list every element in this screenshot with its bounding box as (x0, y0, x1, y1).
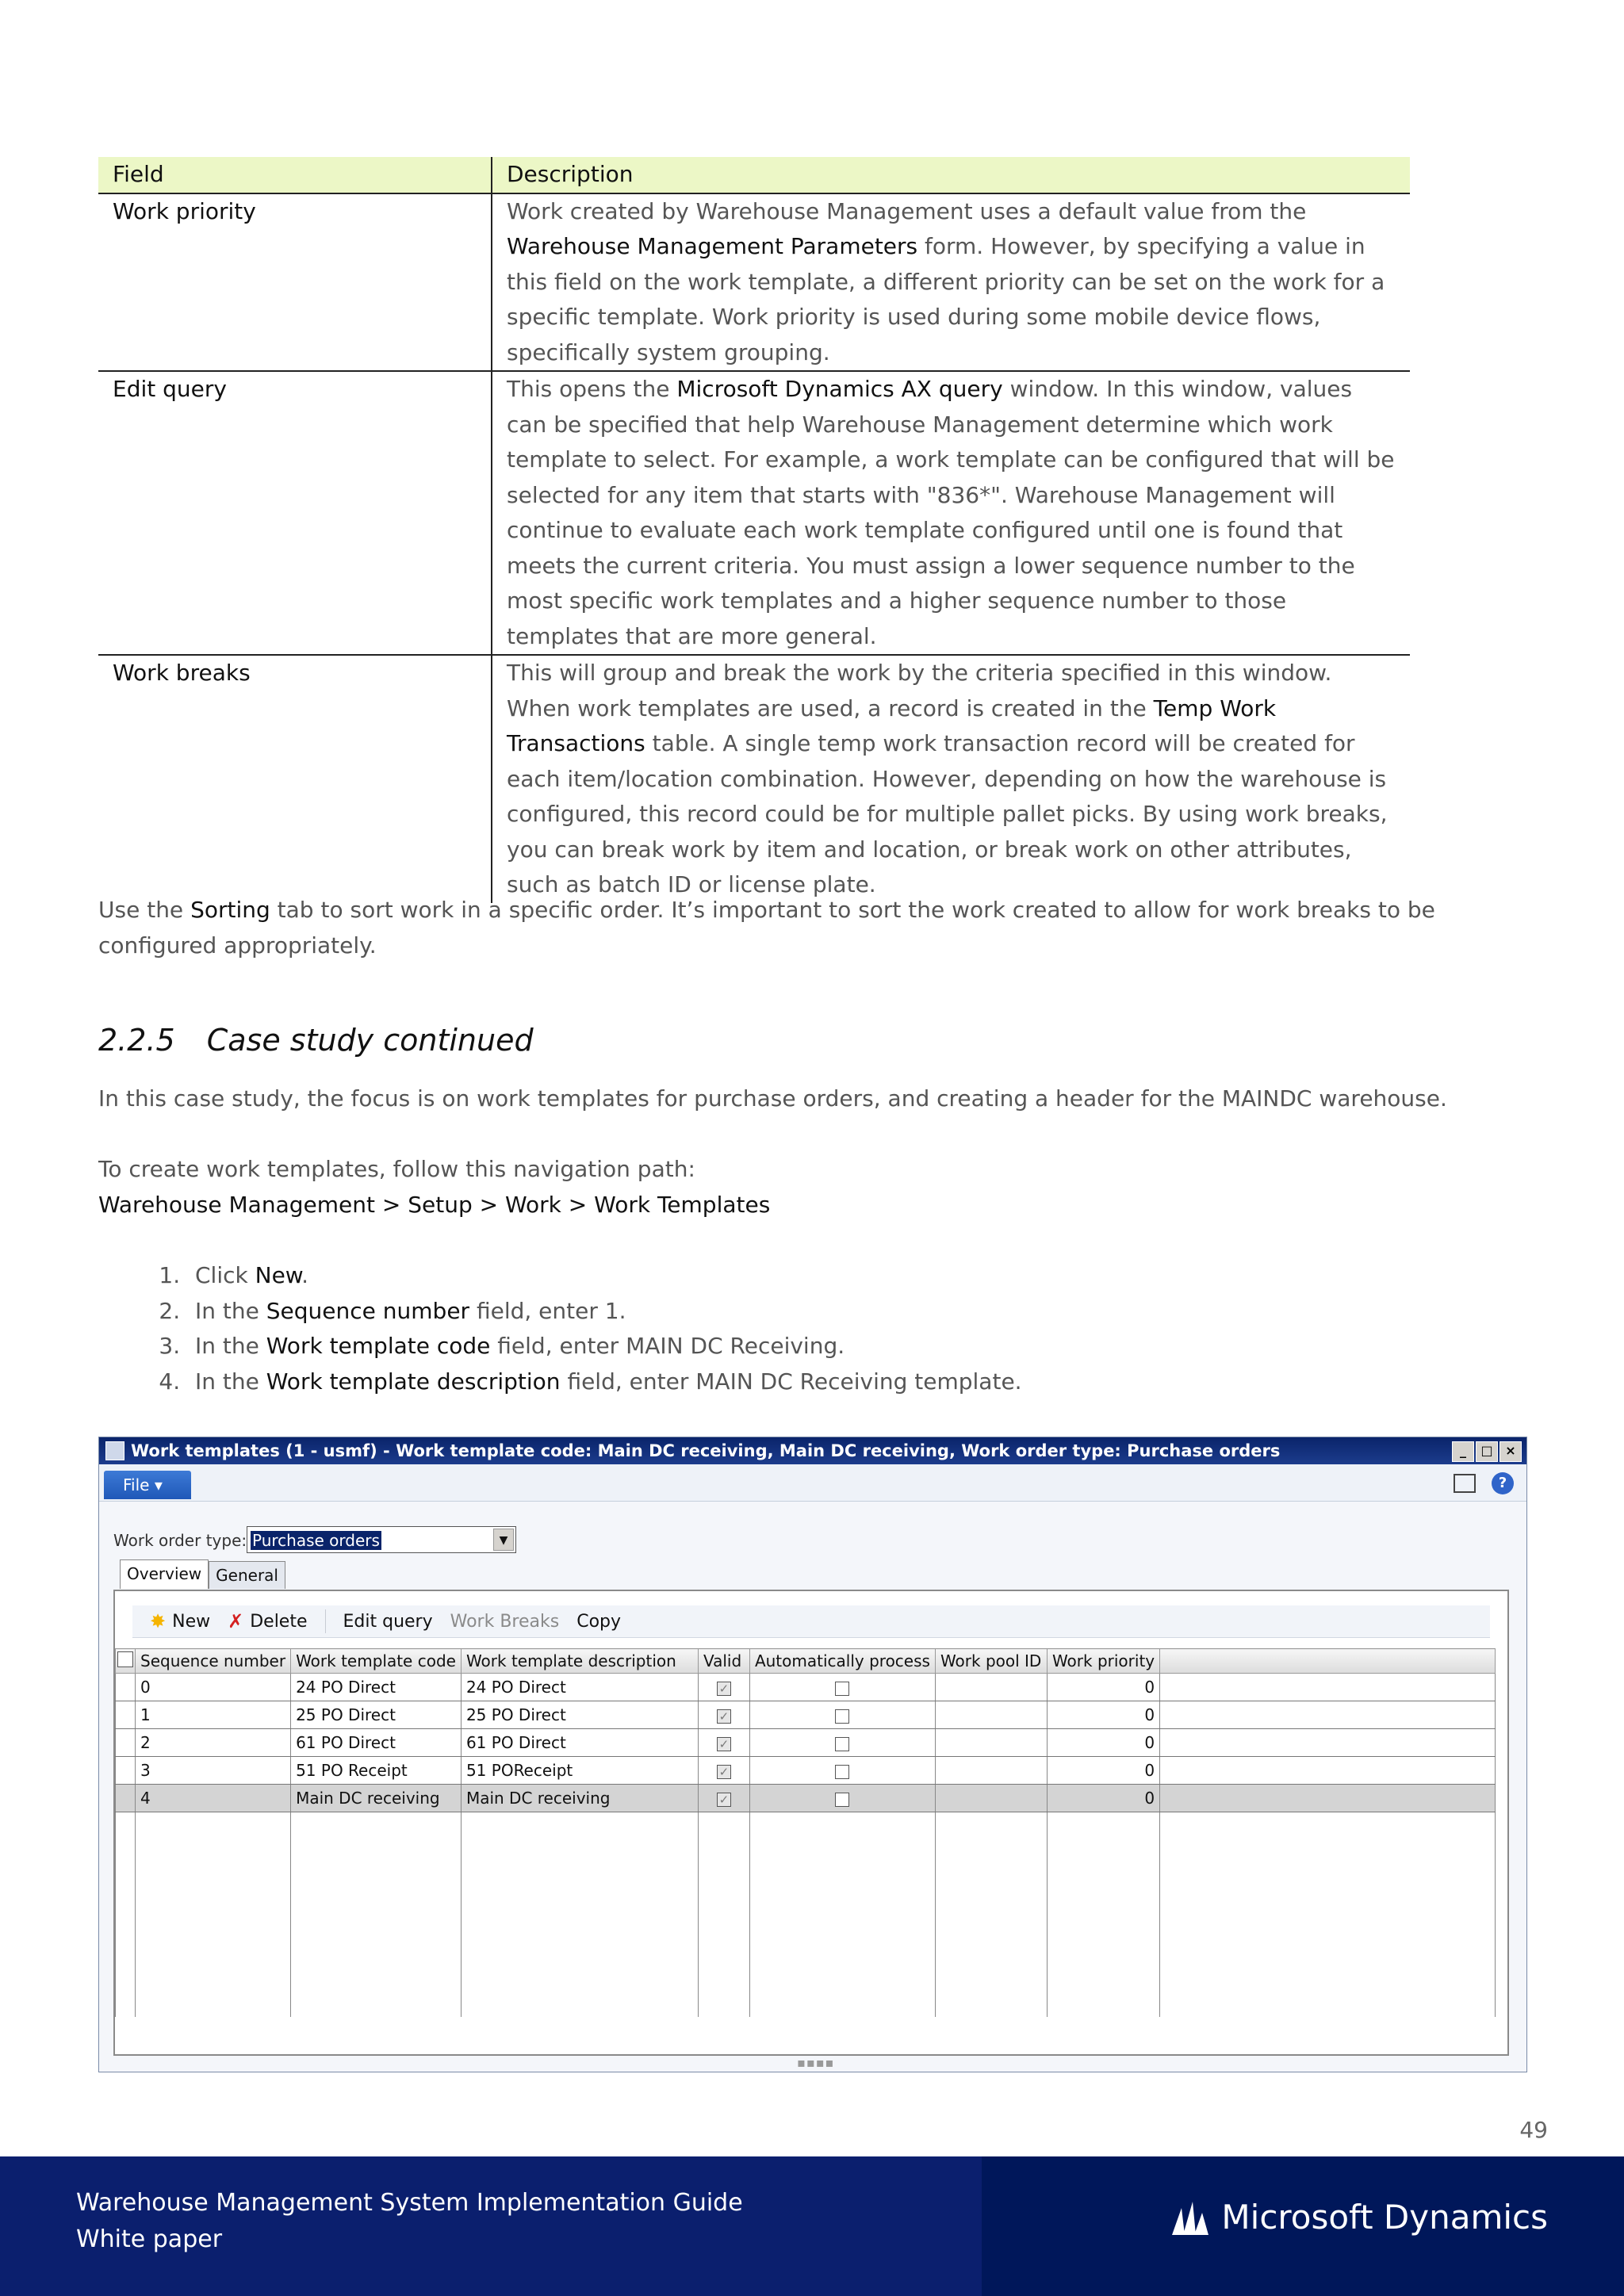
empty-cell (461, 1812, 698, 2018)
work-order-type-label: Work order type: (113, 1531, 247, 1550)
field-description-table (98, 157, 1410, 903)
delete-button[interactable] (228, 1610, 307, 1632)
section-heading (98, 1023, 534, 1058)
cell-work-template-description[interactable]: 51 POReceipt (461, 1757, 698, 1785)
section-number: 2.2.5 (98, 1023, 175, 1058)
brand-name: Microsoft Dynamics (1221, 2198, 1548, 2237)
field-name: Work breaks (98, 655, 492, 903)
cell-work-priority[interactable]: 0 (1047, 1757, 1159, 1785)
empty-cell (698, 1812, 749, 2018)
valid-checkbox[interactable]: ✓ (717, 1709, 731, 1724)
select-all-cell (116, 1649, 136, 1674)
page-footer (0, 2156, 1624, 2296)
cell-work-pool-id[interactable] (935, 1701, 1047, 1729)
cell-work-template-code[interactable]: 51 PO Receipt (291, 1757, 462, 1785)
layout-icon[interactable] (1454, 1474, 1476, 1493)
step-text: In the (195, 1333, 266, 1359)
list-item (187, 1329, 1022, 1364)
table-row[interactable] (116, 1729, 1496, 1757)
field-description (492, 371, 1410, 655)
row-gutter[interactable] (116, 1701, 136, 1729)
valid-checkbox[interactable]: ✓ (717, 1793, 731, 1807)
resize-grip-icon[interactable]: ▪▪▪▪ (797, 2055, 835, 2070)
cell-sequence-number[interactable]: 4 (136, 1785, 291, 1812)
window-title: Work templates (1 - usmf) - Work template code: Main DC receiving, Main DC receiving, Work order type: Purchase orders (131, 1441, 1281, 1460)
empty-cell (1047, 1812, 1159, 2018)
empty-cell (1160, 1812, 1496, 2018)
cell-automatically-process[interactable] (749, 1785, 935, 1812)
cell-work-priority[interactable]: 0 (1047, 1674, 1159, 1701)
desc-term: Temp Work Transactions (507, 695, 1277, 756)
row-gutter[interactable] (116, 1785, 136, 1812)
dynamics-logo-icon (1170, 2198, 1210, 2237)
auto-process-checkbox[interactable] (835, 1737, 849, 1751)
copy-button[interactable]: Copy (576, 1611, 622, 1632)
desc-text: table. A single temp work transaction record will be created for each item/location combination. However, depending on how the warehouse is configured, this record could be for multiple pallet picks. By using work breaks, you can break work by item and location, or break work on other attributes, such as batch ID or license plate. (507, 730, 1388, 897)
maximize-button[interactable]: □ (1476, 1441, 1498, 1462)
desc-term: Microsoft Dynamics AX query (676, 376, 1003, 402)
desc-text: This will group and break the work by the criteria specified in this window. When work templates are used, a record is created in the (507, 660, 1332, 721)
cell-sequence-number[interactable]: 2 (136, 1729, 291, 1757)
desc-text: This opens the (507, 376, 677, 402)
cell-sequence-number[interactable]: 0 (136, 1674, 291, 1701)
cell-work-priority[interactable]: 0 (1047, 1701, 1159, 1729)
auto-process-checkbox[interactable] (835, 1682, 849, 1696)
step-term: New (255, 1262, 302, 1288)
work-templates-window (98, 1437, 1527, 2072)
step-text: field, enter MAIN DC Receiving. (490, 1333, 845, 1359)
dropdown-arrow-icon[interactable]: ▼ (493, 1529, 514, 1551)
document-title: Warehouse Management System Implementation Guide (76, 2189, 743, 2217)
cell-work-pool-id[interactable] (935, 1674, 1047, 1701)
grid-toolbar (132, 1605, 1490, 1638)
cell-work-template-code[interactable]: 61 PO Direct (291, 1729, 462, 1757)
cell-sequence-number[interactable]: 3 (136, 1757, 291, 1785)
step-term: Work template code (266, 1333, 491, 1359)
empty-cell (291, 1812, 462, 2018)
chevron-down-icon: ▾ (154, 1475, 163, 1494)
col-sequence-number[interactable]: Sequence number (136, 1649, 291, 1674)
delete-x-icon: ✗ (228, 1610, 244, 1632)
field-name: Work priority (98, 193, 492, 372)
app-icon (105, 1441, 124, 1460)
desc-text: Work created by Warehouse Management uses a default value from the (507, 197, 1307, 224)
steps-list (98, 1258, 1022, 1399)
row-gutter[interactable] (116, 1674, 136, 1701)
empty-grid-area (116, 1812, 1496, 2018)
list-item (187, 1294, 1022, 1330)
table-row (98, 655, 1410, 903)
cell-filler[interactable] (1160, 1729, 1496, 1757)
col-valid[interactable]: Valid (698, 1649, 749, 1674)
cell-work-template-description[interactable]: 25 PO Direct (461, 1701, 698, 1729)
cell-valid[interactable] (698, 1785, 749, 1812)
cell-work-template-code[interactable]: 25 PO Direct (291, 1701, 462, 1729)
nav-path: Warehouse Management > Setup > Work > Work Templates (98, 1192, 771, 1218)
new-star-icon: ✸ (150, 1610, 167, 1632)
desc-text: window. In this window, values can be specified that help Warehouse Management determine which work template to select. For example, a work template can be configured that will be selected for any item that starts with "836*". Warehouse Management will continue to evaluate each work template configured until one is found that meets the current criteria. You must assign a lower sequence number to the most specific work templates and a higher sequence number to those templates that are more general. (507, 376, 1395, 649)
cell-work-pool-id[interactable] (935, 1757, 1047, 1785)
cell-automatically-process[interactable] (749, 1729, 935, 1757)
table-row[interactable] (116, 1701, 1496, 1729)
step-text: . (301, 1262, 309, 1288)
cell-work-template-code[interactable]: Main DC receiving (291, 1785, 462, 1812)
step-text: In the (195, 1368, 266, 1395)
file-menu-label: File (123, 1475, 150, 1494)
cell-work-template-description[interactable]: Main DC receiving (461, 1785, 698, 1812)
auto-process-checkbox[interactable] (835, 1765, 849, 1779)
case-paragraph: In this case study, the focus is on work templates for purchase orders, and creating a header for the MAINDC warehouse. (98, 1085, 1447, 1112)
cell-valid[interactable] (698, 1674, 749, 1701)
document-type: White paper (76, 2225, 223, 2253)
page-number: 49 (1519, 2117, 1548, 2143)
para-text: Use the (98, 897, 191, 923)
auto-process-checkbox[interactable] (835, 1709, 849, 1724)
col-work-template-code[interactable]: Work template code (291, 1649, 462, 1674)
microsoft-dynamics-logo (1170, 2198, 1548, 2237)
col-automatically-process[interactable]: Automatically process (749, 1649, 935, 1674)
new-button[interactable] (150, 1610, 210, 1632)
desc-text: form. However, by specifying a value in this field on the work template, a different priority can be set on the work for a specific template. Work priority is used during some mobile device flows, specifically system grouping. (507, 233, 1385, 365)
list-item (187, 1364, 1022, 1400)
grid-body (116, 1674, 1496, 2018)
toolbar-divider (325, 1609, 326, 1633)
window-controls (1452, 1441, 1522, 1462)
cell-sequence-number[interactable]: 1 (136, 1701, 291, 1729)
table-row[interactable] (116, 1674, 1496, 1701)
valid-checkbox[interactable]: ✓ (717, 1682, 731, 1696)
table-row[interactable] (116, 1785, 1496, 1812)
cell-work-template-description[interactable]: 24 PO Direct (461, 1674, 698, 1701)
col-work-template-description[interactable]: Work template description (461, 1649, 698, 1674)
minimize-button[interactable]: _ (1452, 1441, 1474, 1462)
delete-label: Delete (250, 1611, 308, 1632)
overview-panel (113, 1590, 1509, 2056)
menu-bar (99, 1464, 1526, 1502)
col-work-pool-id[interactable]: Work pool ID (935, 1649, 1047, 1674)
cell-filler[interactable] (1160, 1757, 1496, 1785)
close-button[interactable]: × (1500, 1441, 1522, 1462)
edit-query-button[interactable]: Edit query (343, 1611, 433, 1632)
step-term: Work template description (266, 1368, 561, 1395)
window-titlebar[interactable] (99, 1437, 1526, 1464)
field-description (492, 193, 1410, 372)
row-gutter[interactable] (116, 1757, 136, 1785)
cell-work-template-code[interactable]: 24 PO Direct (291, 1674, 462, 1701)
field-description (492, 655, 1410, 903)
cell-automatically-process[interactable] (749, 1757, 935, 1785)
description-column-header: Description (492, 157, 1410, 193)
step-term: Sequence number (266, 1297, 470, 1324)
valid-checkbox[interactable]: ✓ (717, 1737, 731, 1751)
cell-valid[interactable] (698, 1729, 749, 1757)
cell-work-priority[interactable]: 0 (1047, 1785, 1159, 1812)
empty-cell (749, 1812, 935, 2018)
nav-intro: To create work templates, follow this navigation path: (98, 1156, 695, 1182)
step-text: field, enter MAIN DC Receiving template. (560, 1368, 1022, 1395)
help-icon[interactable]: ? (1492, 1472, 1514, 1494)
cell-automatically-process[interactable] (749, 1701, 935, 1729)
work-order-type-value: Purchase orders (252, 1531, 380, 1550)
new-label: New (172, 1611, 211, 1632)
table-row[interactable] (116, 1757, 1496, 1785)
auto-process-checkbox[interactable] (835, 1793, 849, 1807)
cell-work-pool-id[interactable] (935, 1785, 1047, 1812)
work-templates-grid (115, 1648, 1496, 2017)
cell-work-template-description[interactable]: 61 PO Direct (461, 1729, 698, 1757)
file-menu-button[interactable] (104, 1471, 191, 1499)
row-gutter[interactable] (116, 1729, 136, 1757)
step-text: In the (195, 1297, 266, 1324)
cell-valid[interactable] (698, 1757, 749, 1785)
footer-titles (76, 2185, 743, 2258)
empty-cell (935, 1812, 1047, 2018)
cell-automatically-process[interactable] (749, 1674, 935, 1701)
valid-checkbox[interactable]: ✓ (717, 1765, 731, 1779)
empty-cell (136, 1812, 291, 2018)
cell-filler[interactable] (1160, 1674, 1496, 1701)
tab-overview[interactable]: Overview (120, 1559, 209, 1589)
section-title: Case study continued (206, 1023, 534, 1058)
cell-filler[interactable] (1160, 1701, 1496, 1729)
tab-strip (120, 1561, 285, 1589)
step-text: field, enter 1. (469, 1297, 626, 1324)
cell-work-priority[interactable]: 0 (1047, 1729, 1159, 1757)
sorting-paragraph (98, 893, 1526, 963)
col-filler (1160, 1649, 1496, 1674)
work-breaks-button[interactable]: Work Breaks (450, 1611, 560, 1632)
desc-term: Warehouse Management Parameters (507, 233, 918, 259)
table-row (98, 371, 1410, 655)
para-term: Sorting (190, 897, 270, 923)
cell-work-pool-id[interactable] (935, 1729, 1047, 1757)
select-all-checkbox[interactable] (117, 1651, 133, 1667)
table-row (98, 193, 1410, 372)
tab-general[interactable]: General (209, 1561, 285, 1589)
para-text: tab to sort work in a specific order. It’s important to sort the work created to allow for work breaks to be configured appropriately. (98, 897, 1435, 959)
step-text: Click (195, 1262, 255, 1288)
field-name: Edit query (98, 371, 492, 655)
cell-filler[interactable] (1160, 1785, 1496, 1812)
cell-valid[interactable] (698, 1701, 749, 1729)
work-order-type-select[interactable] (247, 1526, 516, 1553)
empty-cell (116, 1812, 136, 2018)
field-column-header: Field (98, 157, 492, 193)
list-item (187, 1258, 1022, 1294)
col-work-priority[interactable]: Work priority (1047, 1649, 1159, 1674)
